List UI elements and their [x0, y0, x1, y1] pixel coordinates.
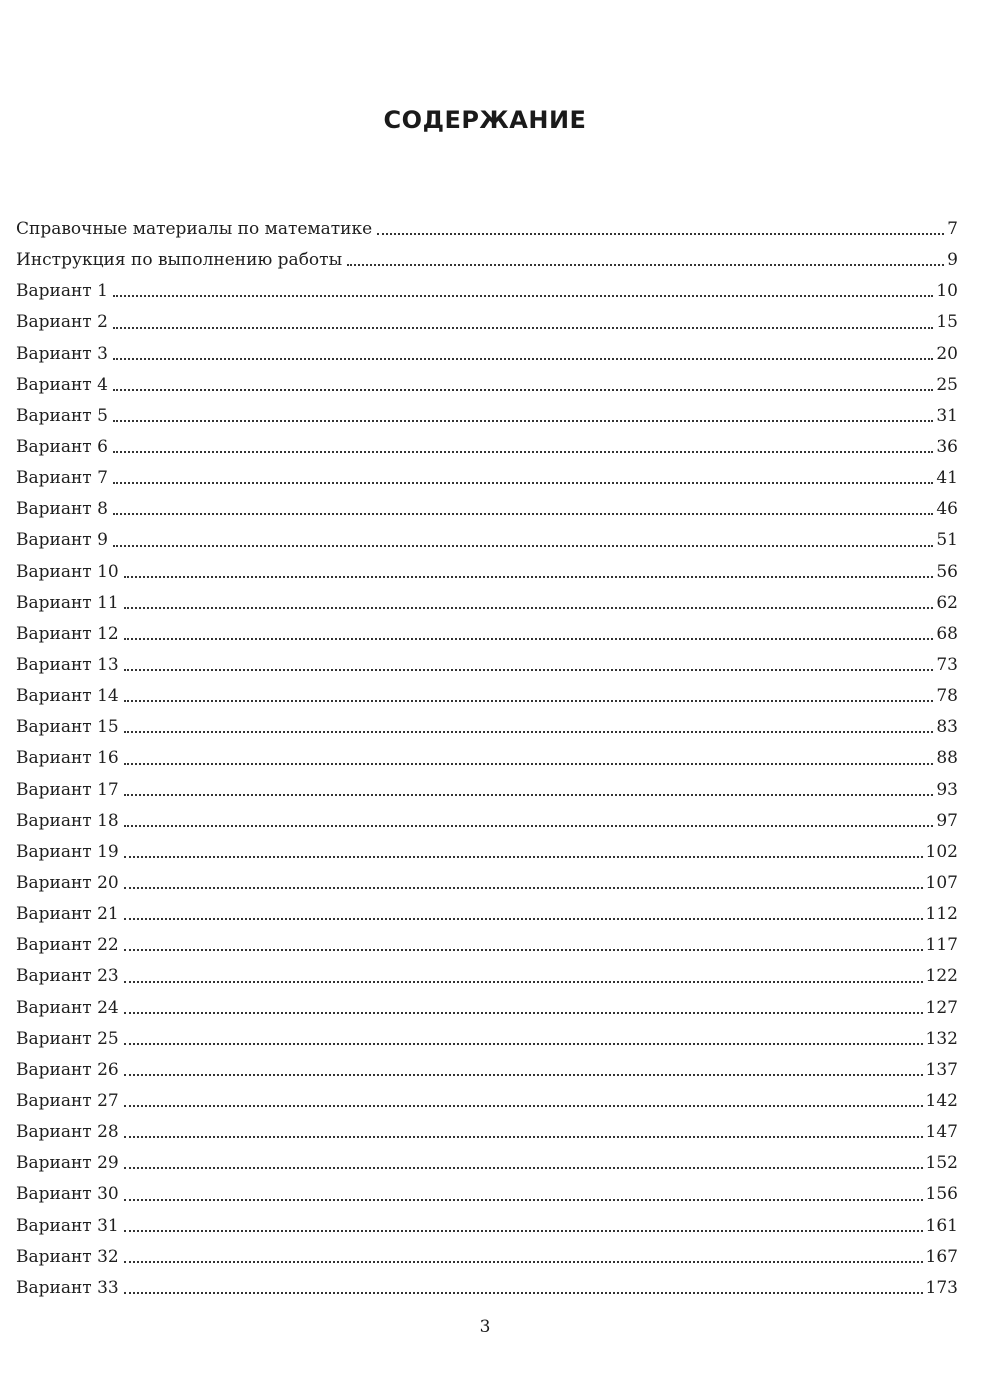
toc-entry-label: Вариант 22 [16, 935, 119, 956]
toc-entry-page: 68 [936, 623, 958, 644]
toc-entry-label: Вариант 33 [16, 1277, 119, 1298]
dot-leader [124, 700, 934, 702]
toc-entry-page: 9 [947, 250, 958, 271]
toc-entry [16, 307, 958, 338]
toc-entry-label: Вариант 5 [16, 405, 108, 426]
toc-entry-page: 46 [936, 499, 958, 520]
dot-leader [124, 576, 934, 578]
toc-entry [16, 525, 958, 556]
toc-entry-page: 10 [936, 281, 958, 302]
toc-entry [16, 619, 958, 650]
dot-leader [124, 1261, 923, 1263]
toc-entry-page: 51 [936, 530, 958, 551]
dot-leader [124, 763, 934, 765]
toc-entry [16, 806, 958, 837]
toc-entry-page: 15 [936, 312, 958, 333]
toc-entry-label: Вариант 6 [16, 436, 108, 457]
dot-leader [124, 1012, 923, 1014]
toc-entry [16, 930, 958, 961]
toc-entry [16, 276, 958, 307]
toc-entry-page: 117 [925, 935, 958, 956]
toc-entry-page: 156 [925, 1184, 958, 1205]
dot-leader [124, 1199, 923, 1201]
toc-entry-page: 142 [925, 1090, 958, 1111]
toc-entry [16, 743, 958, 774]
table-of-contents [16, 214, 958, 1304]
toc-entry-page: 56 [936, 561, 958, 582]
toc-entry [16, 961, 958, 992]
toc-entry [16, 245, 958, 276]
dot-leader [124, 887, 923, 889]
toc-entry [16, 837, 958, 868]
toc-entry [16, 494, 958, 525]
toc-entry-label: Вариант 18 [16, 810, 119, 831]
toc-entry-page: 147 [925, 1122, 958, 1143]
dot-leader [113, 389, 933, 391]
toc-entry-label: Вариант 3 [16, 343, 108, 364]
toc-entry-label: Вариант 29 [16, 1153, 119, 1174]
dot-leader [113, 451, 933, 453]
toc-entry-page: 78 [936, 686, 958, 707]
toc-entry-label: Вариант 11 [16, 592, 119, 613]
toc-entry-label: Вариант 19 [16, 841, 119, 862]
dot-leader [124, 825, 934, 827]
toc-entry-page: 137 [925, 1059, 958, 1080]
toc-entry [16, 868, 958, 899]
toc-entry [16, 993, 958, 1024]
dot-leader [124, 981, 923, 983]
toc-entry-page: 88 [936, 748, 958, 769]
toc-entry-label: Вариант 17 [16, 779, 119, 800]
dot-leader [124, 1043, 923, 1045]
toc-entry-label: Вариант 13 [16, 654, 119, 675]
dot-leader [377, 233, 944, 235]
page-title: СОДЕРЖАНИЕ [383, 106, 587, 134]
dot-leader [113, 513, 933, 515]
toc-entry-label: Вариант 8 [16, 499, 108, 520]
dot-leader [124, 1074, 923, 1076]
dot-leader [124, 638, 934, 640]
toc-entry-page: 25 [936, 374, 958, 395]
toc-entry-page: 102 [925, 841, 958, 862]
toc-entry-page: 31 [936, 405, 958, 426]
toc-entry-page: 107 [925, 872, 958, 893]
toc-entry [16, 1117, 958, 1148]
dot-leader [113, 327, 933, 329]
toc-entry-label: Справочные материалы по математике [16, 219, 373, 239]
toc-entry [16, 1242, 958, 1273]
dot-leader [124, 1136, 923, 1138]
toc-entry-label: Вариант 30 [16, 1184, 119, 1205]
dot-leader [124, 607, 934, 609]
toc-entry-label: Вариант 26 [16, 1059, 119, 1080]
toc-entry [16, 899, 958, 930]
toc-entry-page: 36 [936, 436, 958, 457]
toc-entry [16, 712, 958, 743]
toc-entry-label: Вариант 4 [16, 374, 108, 395]
toc-entry [16, 1024, 958, 1055]
toc-entry-label: Вариант 1 [16, 281, 108, 302]
toc-entry-label: Вариант 14 [16, 686, 119, 707]
toc-entry-page: 20 [936, 343, 958, 364]
toc-entry [16, 432, 958, 463]
toc-entry-label: Инструкция по выполнению работы [16, 250, 343, 271]
dot-leader [113, 358, 933, 360]
dot-leader [113, 420, 933, 422]
dot-leader [124, 1167, 923, 1169]
toc-entry-page: 167 [925, 1246, 958, 1267]
toc-entry-page: 161 [925, 1215, 958, 1236]
toc-entry-label: Вариант 21 [16, 904, 119, 925]
dot-leader [124, 794, 934, 796]
dot-leader [124, 669, 934, 671]
toc-entry-page: 112 [925, 904, 958, 925]
toc-entry-page: 132 [925, 1028, 958, 1049]
dot-leader [124, 1230, 923, 1232]
toc-entry-label: Вариант 31 [16, 1215, 119, 1236]
toc-entry-label: Вариант 25 [16, 1028, 119, 1049]
toc-entry-page: 152 [925, 1153, 958, 1174]
toc-entry [16, 588, 958, 619]
toc-entry [16, 463, 958, 494]
toc-entry-page: 83 [936, 717, 958, 738]
toc-entry [16, 1055, 958, 1086]
dot-leader [113, 482, 933, 484]
toc-entry [16, 1086, 958, 1117]
dot-leader [124, 1292, 923, 1294]
page-number: 3 [479, 1317, 491, 1337]
dot-leader [124, 1105, 923, 1107]
toc-entry-label: Вариант 24 [16, 997, 119, 1018]
toc-entry-label: Вариант 16 [16, 748, 119, 769]
toc-entry-label: Вариант 20 [16, 872, 119, 893]
dot-leader [124, 918, 923, 920]
toc-entry-label: Вариант 2 [16, 312, 108, 333]
toc-entry-label: Вариант 15 [16, 717, 119, 738]
dot-leader [124, 731, 934, 733]
toc-entry [16, 1211, 958, 1242]
toc-entry [16, 650, 958, 681]
toc-entry [16, 775, 958, 806]
toc-entry [16, 557, 958, 588]
toc-entry [16, 370, 958, 401]
toc-entry-page: 62 [936, 592, 958, 613]
toc-entry-page: 127 [925, 997, 958, 1018]
toc-entry [16, 1148, 958, 1179]
toc-entry-label: Вариант 12 [16, 623, 119, 644]
toc-entry-page: 41 [936, 468, 958, 489]
toc-entry [16, 401, 958, 432]
toc-entry-page: 73 [936, 654, 958, 675]
toc-entry-page: 173 [925, 1277, 958, 1298]
toc-entry-label: Вариант 23 [16, 966, 119, 987]
toc-entry [16, 1273, 958, 1304]
toc-entry [16, 339, 958, 370]
toc-entry [16, 681, 958, 712]
toc-entry [16, 1179, 958, 1210]
toc-entry-label: Вариант 28 [16, 1122, 119, 1143]
toc-entry-page: 7 [947, 219, 958, 239]
toc-entry-page: 93 [936, 779, 958, 800]
dot-leader [347, 264, 944, 266]
dot-leader [113, 295, 933, 297]
toc-entry-label: Вариант 27 [16, 1090, 119, 1111]
toc-entry-page: 122 [925, 966, 958, 987]
toc-entry-label: Вариант 32 [16, 1246, 119, 1267]
toc-entry-page: 97 [936, 810, 958, 831]
toc-entry-label: Вариант 10 [16, 561, 119, 582]
dot-leader [124, 856, 923, 858]
toc-entry-label: Вариант 7 [16, 468, 108, 489]
toc-entry [16, 214, 958, 245]
toc-entry-label: Вариант 9 [16, 530, 108, 551]
dot-leader [113, 545, 933, 547]
dot-leader [124, 949, 923, 951]
